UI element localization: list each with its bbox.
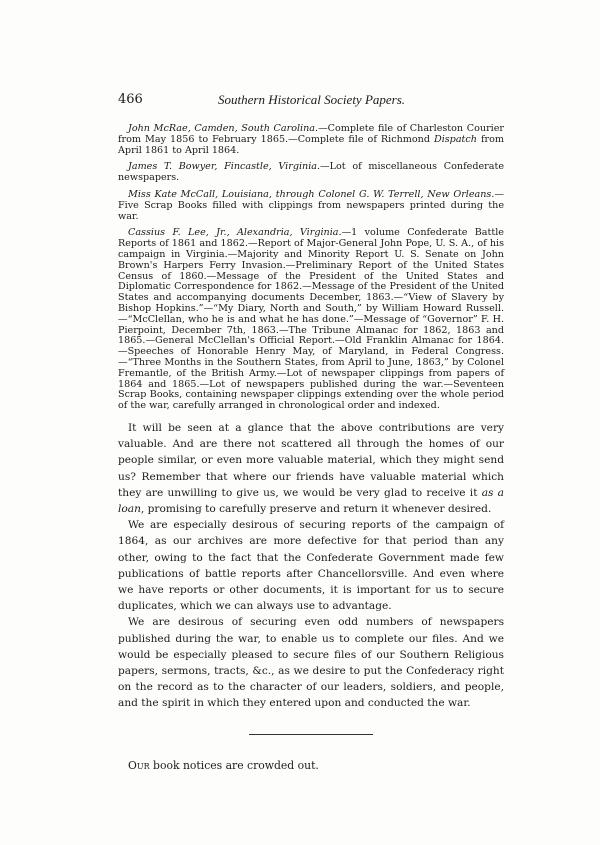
footer-note — [118, 759, 504, 773]
contribution-italic: Dispatch — [434, 133, 477, 145]
contribution-text: —Five Scrap Books filled with clippings from newspapers printed during the war. — [118, 188, 504, 222]
paragraph — [118, 420, 504, 517]
contribution-entry — [118, 190, 504, 222]
footer-note-text — [118, 759, 504, 773]
contributor-name: Cassius F. Lee, Jr., Alexandria, Virginia. — [128, 227, 342, 239]
section-divider — [249, 734, 373, 735]
page-body — [118, 124, 504, 773]
contribution-entry — [118, 228, 504, 412]
contributor-name: John McRae, Camden, South Carolina. — [128, 123, 319, 134]
page-header — [118, 92, 503, 112]
paragraph-italic: as a loan — [118, 486, 504, 515]
contribution-entry — [118, 162, 504, 184]
paragraph: We are desirous of securing even odd numbers of newspapers published during the war, to enable us to complete our files. And we would be especially pleased to secure files of our Southern Religious papers, sermons, tracts, &c., as we desire to put the Confederacy right on the record as to the character of our leaders, soldiers, and people, and the spirit in which they entered upon and conducted the war. — [118, 616, 504, 710]
contributions-list — [118, 124, 504, 412]
commentary — [118, 420, 504, 712]
contribution-tail: from April 1861 to April 1864. — [118, 133, 505, 156]
paragraph: We are especially desirous of securing reports of the campaign of 1864, as our archives are more defective for that period than any other, owing to the fact that the Confederate Government made few publications of battle reports after Chancellorsville. And even where we have reports or other documents, it is important for us to secure duplicates, which we can always use to advantage. — [118, 519, 504, 613]
footer-note-lead: Our — [128, 758, 150, 772]
footer-note-body: book notices are crowded out. — [149, 758, 319, 772]
running-title: Southern Historical Society Papers. — [218, 92, 406, 107]
contributor-name: James T. Bowyer, Fincastle, Virginia. — [128, 161, 321, 173]
contributor-name: Miss Kate McCall, Louisiana, through Colonel G. W. Terrell, New Orleans. — [128, 188, 495, 200]
contribution-text: —Complete file of Charleston Courier from May 1856 to February 1865.—Complete file of Richmond — [118, 123, 504, 145]
contribution-text: —1 volume Confederate Battle Reports of 1861 and 1862.—Report of Major-General John Pope, U. S. A., of his campaign in Virginia.—Majority and Minority Report U. S. Senate on John Brown's Harpers Ferry Invasion.—Preliminary Report of the United States Census of 1860.—Message of the President of the United States and Diplomatic Correspondence for 1862.—Message of the President of the United States and accompanying documents December, 1863.—“View of Slavery by Bishop Hopkins.”—“My Diary, North and South,” by William Howard Russell.—“McClellan, who he is and what he has done.”—Message of “Governor” F. H. Pierpoint, December 7th, 1863.—The Tribune Almanac for 1862, 1863 and 1865.—General McClellan's Official Report.—Old Franklin Almanac for 1864.—Speeches of Honorable Henry May, of Maryland, in Federal Congress.—“Three Months in the Southern States, from April to June, 1863,” by Colonel Fremantle, of the British Army.—Lot of newspaper clippings from papers of 1864 and 1865.—Lot of newspapers published during the war.—Seventeen Scrap Books, containing newspaper clippings extending over the whole period of the war, carefully arranged in chronological order and indexed. — [118, 227, 504, 412]
page-number: 466 — [118, 92, 143, 107]
paragraph-text: It will be seen at a glance that the above contributions are very valuable. And are there not scattered all through the homes of our people similar, or even more valuable material, which they might send us? Remember that where our friends have valuable material which they are unwilling to give us, we would be very glad to receive it — [118, 421, 504, 499]
contribution-entry — [118, 124, 504, 156]
contribution-text: —Lot of miscellaneous Confederate newspapers. — [118, 161, 504, 184]
paragraph-text: , promising to carefully preserve and return it whenever desired. — [140, 502, 492, 515]
